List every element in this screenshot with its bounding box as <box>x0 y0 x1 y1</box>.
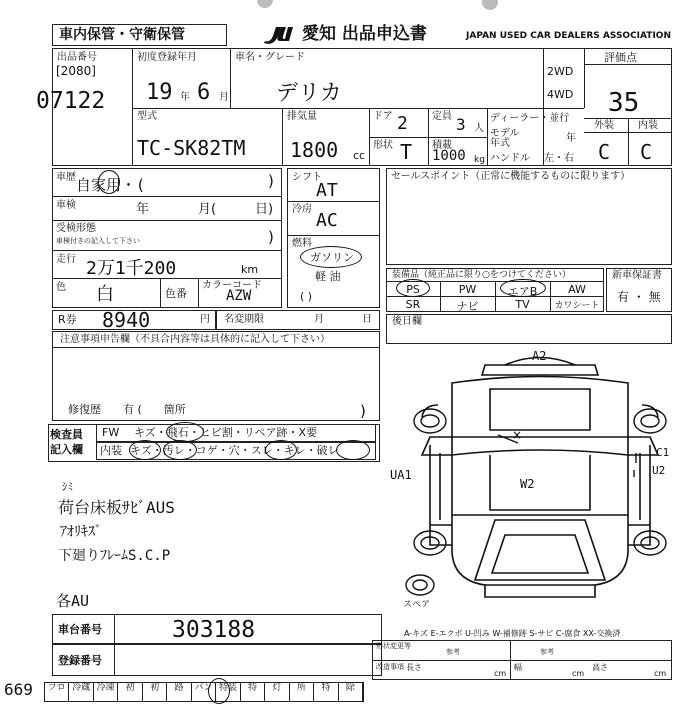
shift-value: AT <box>316 180 338 201</box>
bottom-tag: 初 <box>118 683 142 701</box>
steering-label: ハンドル <box>490 153 530 164</box>
capacity-label: 定員 <box>432 111 452 122</box>
height-unit: cm <box>654 669 667 678</box>
lot-number-value: 07122 <box>36 88 106 114</box>
length-unit: cm <box>494 669 507 678</box>
association-name: JAPAN USED CAR DEALERS ASSOCIATION <box>466 31 671 41</box>
color-label: 色 <box>56 282 66 293</box>
bottom-tag-strip <box>44 682 364 702</box>
ju-logo <box>262 24 296 44</box>
bottom-tag: 冷凍 <box>94 683 118 701</box>
chip-circle <box>166 422 204 442</box>
dealer-label: ディーラー・並行 <box>490 113 570 124</box>
fuel-other: ( ) <box>300 290 313 303</box>
margin-note: 669 <box>4 680 33 699</box>
note-line-3: 下廻りﾌﾚｰﾑS.C.P <box>58 548 171 564</box>
car-name-value: デリカ <box>276 81 342 106</box>
ps-circle <box>396 279 430 297</box>
vehicle-damage-diagram <box>390 345 690 620</box>
equipment-pw: PW <box>458 283 477 296</box>
equipment-tv: TV <box>515 298 530 311</box>
bottom-tag: フロ <box>45 683 69 701</box>
chassis-label: 車台番号 <box>58 623 102 636</box>
deadline-day: 日 <box>362 314 372 325</box>
lot-number-label: 出品番号 <box>57 52 97 63</box>
displacement-unit: cc <box>353 149 366 162</box>
damage-u2: U2 <box>652 464 666 477</box>
bottom-tag: 所 <box>290 683 314 701</box>
panel-tag-circle <box>208 678 230 704</box>
shape-value: T <box>400 140 413 164</box>
mileage-label: 走行 <box>56 254 76 265</box>
damage-c1: C1 <box>656 446 670 459</box>
exterior-label: 外装 <box>594 120 614 131</box>
registration-year: 19 <box>146 80 173 105</box>
shape-change-label: 形状変更等 <box>376 642 411 650</box>
deadline-month: 月 <box>314 314 324 325</box>
bottom-tag: 特装 <box>216 683 240 701</box>
length-label: 長さ <box>406 663 422 672</box>
bottom-tag: 灯 <box>265 683 289 701</box>
registration-month: 6 <box>197 80 211 105</box>
model-label: 型式 <box>137 111 157 122</box>
notice-label: 注意事項申告欄（不具合内容等は具体的に記入して下さい） <box>60 334 330 345</box>
equipment-aw: AW <box>568 283 586 296</box>
bottom-tag: 除 <box>339 683 363 701</box>
load-value: 1000 <box>432 148 466 164</box>
steering-value: 左・右 <box>544 153 574 164</box>
fuel-diesel: 軽 油 <box>315 270 341 283</box>
note-line-1: 荷台床板ｻﾋﾞAUS <box>58 498 175 517</box>
usage-label: 車歴 <box>56 172 76 183</box>
equipment-airbag: エアB <box>507 285 538 298</box>
fw-items: キズ・飛石・ヒビ割・リペア跡・X要 <box>134 426 318 439</box>
usage-value: 自家用・( <box>76 176 146 194</box>
recycle-unit: 円 <box>200 314 210 325</box>
selling-point-frame <box>386 168 672 265</box>
wear-circle <box>265 440 297 460</box>
inspector-label-1: 検査員 <box>50 428 83 441</box>
chassis-value: 303188 <box>172 617 256 643</box>
displacement-value: 1800 <box>290 138 339 162</box>
color-code-label: カラーコード <box>202 280 262 291</box>
receipt-label: 受検形態 <box>56 223 96 234</box>
punch-hole-right <box>482 0 498 10</box>
shape-label: 形状 <box>373 140 393 151</box>
damage-ua1: UA1 <box>390 468 412 482</box>
month-unit: 月 <box>219 92 229 103</box>
recycle-label: R券 <box>58 313 77 326</box>
color-value: 白 <box>96 284 114 305</box>
recycle-value: 8940 <box>102 308 151 332</box>
note-line-4: 各AU <box>56 592 90 610</box>
inspection-year: 年 <box>136 202 150 217</box>
scratch-circle <box>129 440 161 460</box>
mileage-unit: km <box>241 263 259 276</box>
receipt-paren: ) <box>268 228 274 246</box>
inspection-day: 日) <box>255 202 274 217</box>
damage-w2: W2 <box>520 477 535 491</box>
year-unit: 年 <box>180 92 190 103</box>
airbag-circle <box>500 279 546 297</box>
interior-items: キズ・汚レ・コゲ・穴・スレ・キレ・破レ <box>130 444 339 457</box>
registration-label: 初度登録年月 <box>137 52 197 63</box>
usage-circle <box>98 170 120 194</box>
size-ref: 参考 <box>540 648 554 656</box>
bottom-tag: 初 <box>143 683 167 701</box>
shape-change-ref: 参考 <box>446 648 460 656</box>
lot-bracket-code: [2080] <box>56 64 96 78</box>
doors-value: 2 <box>397 113 408 134</box>
equipment-label: 装備品（純正品に限り○をつけてください） <box>392 270 571 280</box>
width-label: 幅 <box>514 663 522 672</box>
model-year-label: モデル <box>490 128 520 139</box>
rating-label: 評価点 <box>604 51 637 64</box>
gasoline-circle <box>300 246 362 268</box>
warranty-value: 有 ・ 無 <box>617 290 661 304</box>
fuel-label: 燃料 <box>292 238 312 249</box>
selling-point-label: セールスポイント（正常に機能するものに限ります） <box>391 171 631 182</box>
equipment-sr: SR <box>405 298 421 311</box>
color-code-value: AZW <box>226 288 252 304</box>
mileage-value: 2万1千200 <box>86 258 177 279</box>
after-install-frame <box>386 314 672 344</box>
after-install-label: 後日欄 <box>392 316 422 327</box>
drive-2wd: 2WD <box>547 65 574 78</box>
deadline-label: 名変期限 <box>224 314 264 325</box>
drive-4wd: 4WD <box>547 88 574 101</box>
interior-grade: C <box>640 140 653 164</box>
diagram-x-mark: × <box>512 428 523 442</box>
bottom-tag: パン <box>192 683 216 701</box>
doors-label: ドア <box>373 111 393 122</box>
storage-badge-text: 車内保管・守衛保管 <box>59 27 185 43</box>
interior-items-label: 内装 <box>100 444 122 457</box>
modification-label: 改造事項 <box>376 663 404 671</box>
width-unit: cm <box>572 669 585 678</box>
inspection-month: 月( <box>198 202 217 217</box>
car-name-label: 車名・グレード <box>235 52 305 63</box>
torn-circle <box>336 440 370 460</box>
note-line-0: ｼﾐ <box>62 480 73 493</box>
exterior-grade: C <box>598 140 611 164</box>
spare-label: スペア <box>403 600 431 610</box>
inspector-label-2: 記入欄 <box>50 443 83 456</box>
bottom-tag: 冷蔵 <box>69 683 93 701</box>
repair-history: 修復歴 有 ( 箇所 <box>68 403 186 416</box>
equipment-seat: カワシート <box>554 301 600 311</box>
inspection-label: 車検 <box>56 200 76 211</box>
model-year-sub: 年式 <box>490 138 510 149</box>
model-value: TC-SK82TM <box>137 136 246 160</box>
equipment-ps: PS <box>406 283 420 296</box>
bottom-tag: 特 <box>314 683 338 701</box>
fw-label: FW <box>102 426 120 439</box>
bottom-tag: 特 <box>241 683 265 701</box>
interior-label: 内装 <box>638 120 658 131</box>
capacity-unit: 人 <box>474 123 484 134</box>
height-label: 高さ <box>592 663 608 672</box>
note-line-2: ｱｵﾘｷｽﾞ <box>60 524 102 540</box>
plate-label: 登録番号 <box>58 654 102 667</box>
model-year-unit: 年 <box>566 133 576 144</box>
load-label: 積載 <box>432 140 452 151</box>
shift-label: シフト <box>292 172 322 183</box>
damage-a2: A2 <box>532 349 547 363</box>
usage-paren: ) <box>268 172 274 190</box>
receipt-note: 車検付きの記入して下さい <box>56 237 140 245</box>
bottom-tag: 路 <box>167 683 191 701</box>
repair-paren: ) <box>360 402 366 420</box>
form-title: 愛知 出品申込書 <box>302 24 427 44</box>
warranty-label: 新車保証書 <box>612 270 662 281</box>
fuel-gasoline: ガソリン <box>310 251 354 264</box>
load-unit: kg <box>474 155 485 165</box>
capacity-value: 3 <box>456 115 466 134</box>
equipment-navi: ナビ <box>456 300 479 313</box>
damage-legend: A-キズ E-エクボ U-凹み W-補修跡 S-サビ C-腐食 XX-交換済 <box>404 629 621 638</box>
stain-circle <box>163 440 197 460</box>
color-number-label: 色番 <box>165 287 187 300</box>
aircon-value: AC <box>316 210 338 231</box>
punch-hole-left <box>257 0 273 8</box>
rating-score: 35 <box>608 88 640 118</box>
storage-badge <box>52 24 227 46</box>
displacement-label: 排気量 <box>287 111 317 122</box>
aircon-label: 冷房 <box>292 204 312 215</box>
